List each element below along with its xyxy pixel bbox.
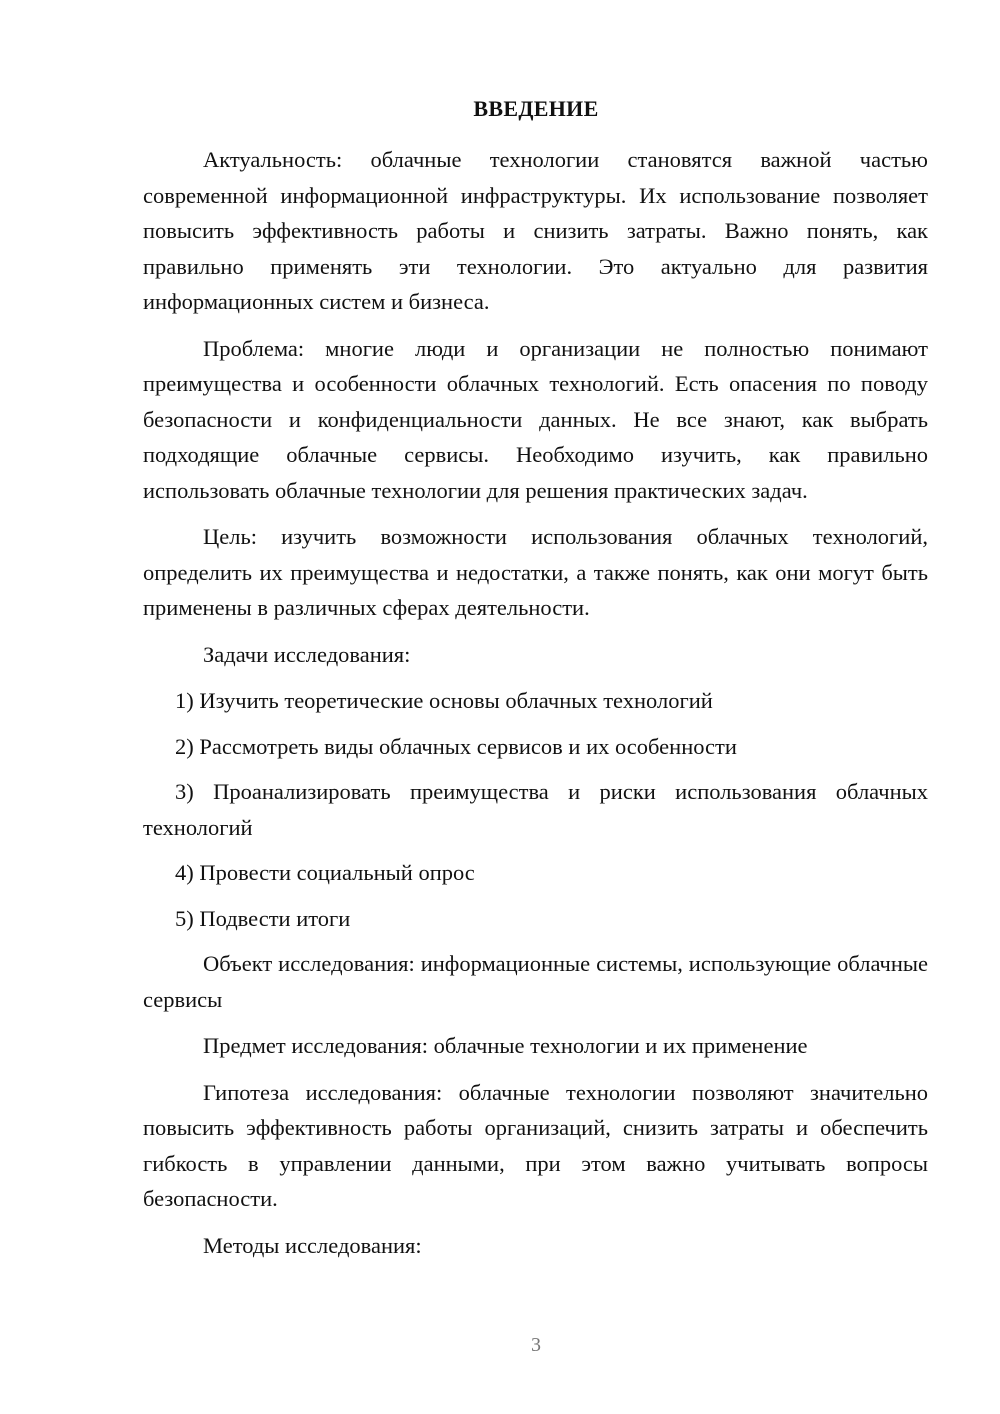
list-item: 3) Проанализировать преимущества и риски использования облачных технологий bbox=[143, 779, 928, 840]
paragraph-problem: Проблема: многие люди и организации не полностью понимают преимущества и особенности облачных технологий. Есть опасения по поводу безопасности и конфиденциальности данных. Не все знают, как выбрать подходящие облачные сервисы. Необходимо изучить, как правильно использовать облачные технологии для решения практических задач. bbox=[143, 335, 928, 503]
list-item: 2) Рассмотреть виды облачных сервисов и их особенности bbox=[175, 733, 737, 759]
document-body bbox=[143, 142, 928, 1274]
list-item: 1) Изучить теоретические основы облачных технологий bbox=[175, 688, 713, 713]
list-item: 5) Подвести итоги bbox=[175, 905, 351, 931]
list-item: 4) Провести социальный опрос bbox=[175, 860, 475, 885]
paragraph-methods: Методы исследования: bbox=[203, 1232, 422, 1258]
paragraph-hypothesis: Гипотеза исследования: облачные технологии позволяют значительно повысить эффективность работы организаций, снизить затраты и обеспечить гибкость в управлении данными, при этом важно учитывать вопросы безопасности. bbox=[143, 1079, 928, 1211]
tasks-title: Задачи исследования: bbox=[203, 641, 411, 667]
tasks-list bbox=[143, 683, 928, 936]
paragraph-goal: Цель: изучить возможности использования облачных технологий, определить их преимущества и недостатки, а также понять, как они могут быть применены в различных сферах деятельности. bbox=[143, 524, 928, 620]
page-title: ВВЕДЕНИЕ bbox=[473, 96, 599, 121]
paragraph-subject: Предмет исследования: облачные технологии и их применение bbox=[203, 1033, 808, 1058]
page-number: 3 bbox=[531, 1334, 541, 1356]
paragraph-object: Объект исследования: информационные системы, использующие облачные сервисы bbox=[143, 951, 928, 1012]
paragraph-relevance: Актуальность: облачные технологии становятся важной частью современной информационной инфраструктуры. Их использование позволяет повысить эффективность работы и снизить затраты. Важно понять, как правильно применять эти технологии. Это актуально для развития информационных систем и бизнеса. bbox=[143, 147, 928, 314]
